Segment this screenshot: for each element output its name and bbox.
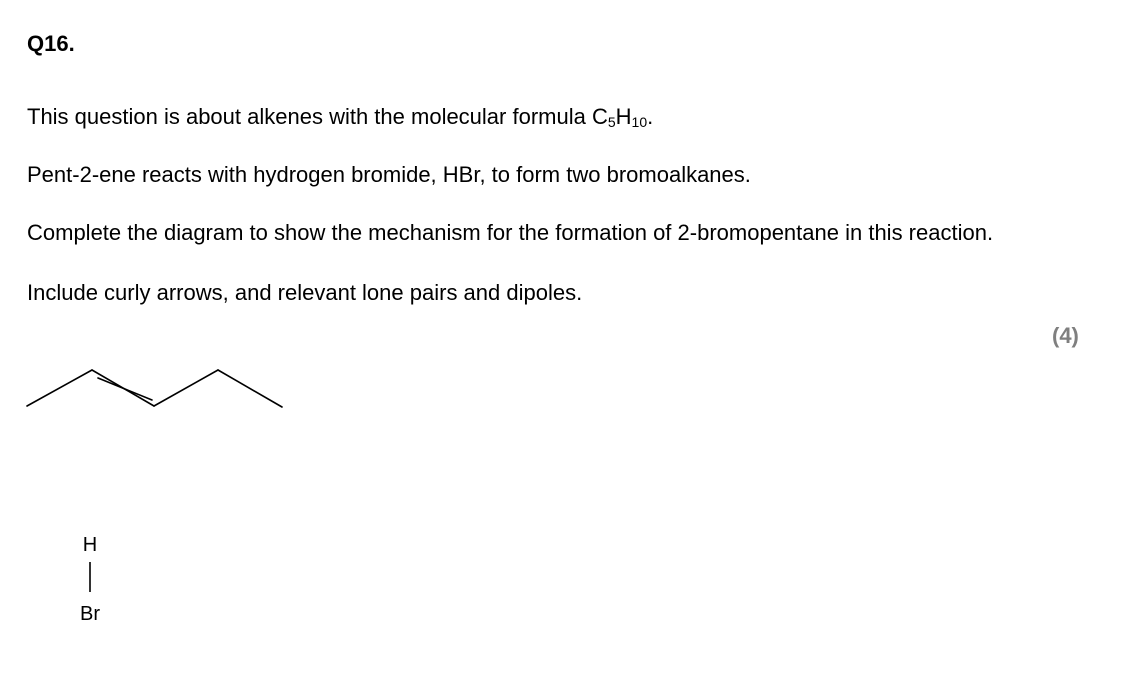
- hydrogen-atom-label: H: [82, 534, 98, 556]
- bond-c4-c5: [218, 370, 282, 407]
- hydrogen-symbol: H: [615, 104, 632, 129]
- question-number: Q16.: [27, 31, 75, 56]
- bond-c3-c4: [154, 370, 218, 406]
- hydrogen-bromide: [80, 534, 100, 625]
- bond-c2-c3-double: [98, 378, 152, 400]
- question-instruction: Complete the diagram to show the mechanism for the formation of 2-bromopentane in this reaction.: [27, 220, 994, 245]
- question-include: Include curly arrows, and relevant lone pairs and dipoles.: [27, 280, 583, 305]
- bond-c1-c2: [27, 370, 92, 406]
- hydrogen-subscript: 10: [631, 114, 648, 130]
- carbon-subscript: 5: [607, 114, 616, 130]
- intro-end: .: [647, 104, 654, 129]
- marks-label: (4): [1052, 323, 1079, 348]
- intro-text: This question is about alkenes with the molecular formula C: [27, 104, 608, 129]
- pent-2-ene-skeleton: [27, 370, 282, 407]
- question-statement: Pent-2-ene reacts with hydrogen bromide, HBr, to form two bromoalkanes.: [27, 162, 751, 187]
- bromine-atom-label: Br: [80, 603, 100, 625]
